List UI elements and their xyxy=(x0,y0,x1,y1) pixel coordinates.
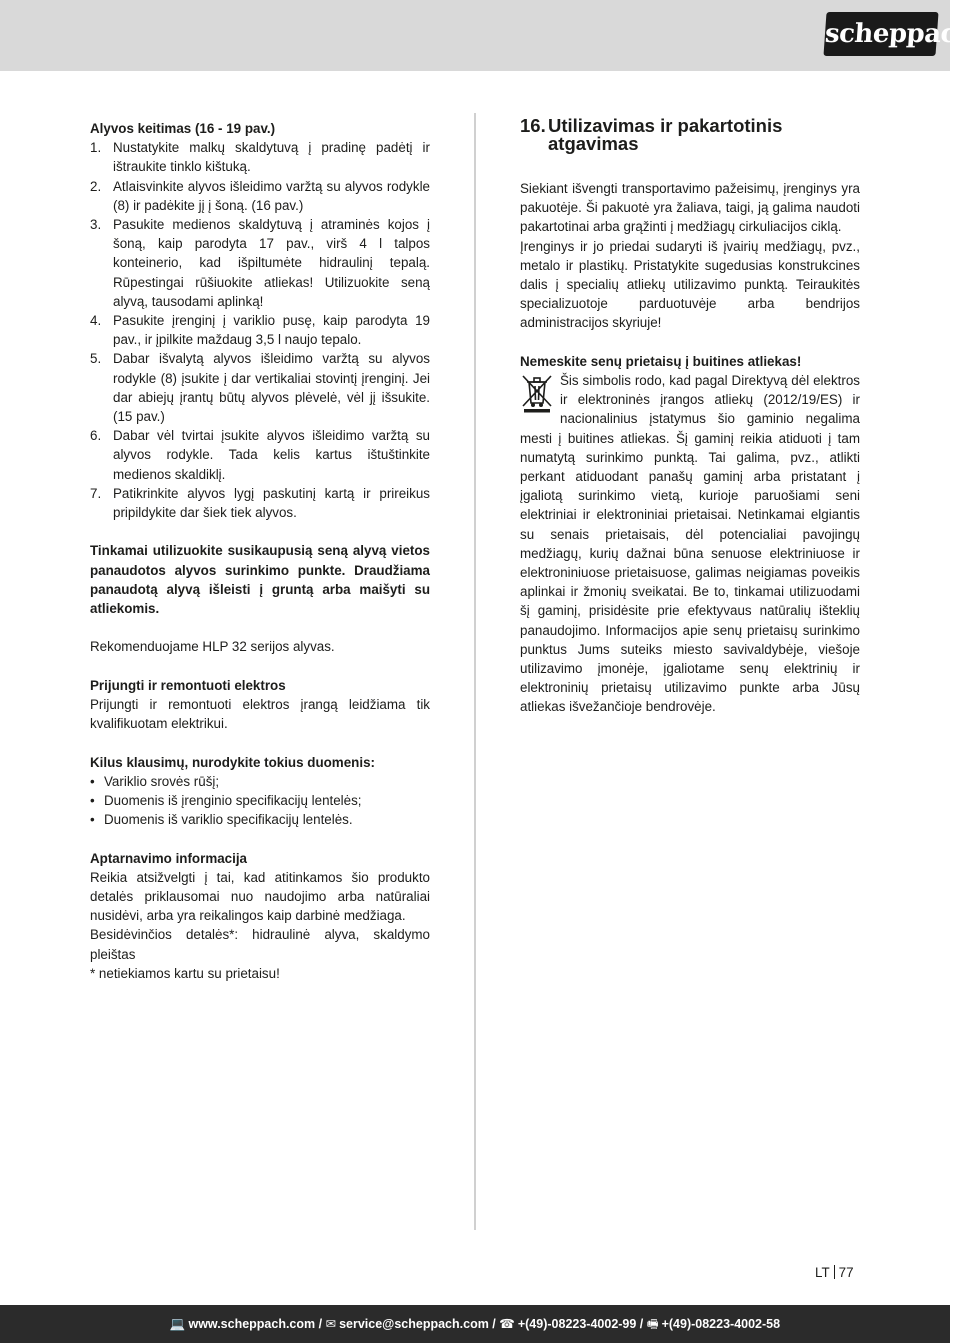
footer-bar xyxy=(0,1305,950,1343)
list-item: 6. Dabar vėl tvirtai įsukite alyvos išleidimo varžtą su alyvos rodykle. Tada kelis kartus ištuštinkite medienos skaldiklį. xyxy=(90,428,430,482)
electric-text: Prijungti ir remontuoti elektros įrangą leidžiama tik kvalifikuotam elektrikui. xyxy=(90,697,430,732)
service-heading: Aptarnavimo informacija xyxy=(90,850,248,866)
list-item: 5. Dabar išvalytą alyvos išleidimo varžtą su alyvos rodykle (8) įsukite į dar vertikaliai stovintį įrenginį. Jei dar abiejų įrantų būtų alyvos plėvelė, vėl jį išsukite. (15 pav.) xyxy=(90,351,430,425)
page-number-value: 77 xyxy=(838,1265,854,1280)
oil-change-heading: Alyvos keitimas (16 - 19 pav.) xyxy=(90,121,276,136)
packaging-paragraph: Siekiant išvengti transportavimo pažeisimų, įrenginys yra pakuotėje. Ši pakuotė yra žaliava, taigi, ją galima naudoti pakartotinai arba grąžinti į medžiagų cirkuliacijos ciklą. xyxy=(520,181,860,235)
section-title xyxy=(520,117,860,153)
fax-icon: 🖷 xyxy=(646,1317,659,1331)
page-language: LT xyxy=(815,1265,830,1280)
mail-icon: ✉ xyxy=(325,1317,337,1331)
phone-icon: ☎ xyxy=(499,1317,515,1331)
left-column xyxy=(90,119,430,983)
oil-recommendation: Rekomenduojame HLP 32 serijos alyvas. xyxy=(90,639,335,655)
footer-fax: +(49)-08223-4002-58 xyxy=(661,1317,781,1331)
list-item: 1. Nustatykite malkų skaldytuvą į pradinę padėtį ir ištraukite tinklo kištuką. xyxy=(90,140,430,175)
brand-logo: scheppach xyxy=(823,12,938,56)
list-item: 3. Pasukite medienos skaldytuvą į atraminės kojos į šoną, kaip parodyta 17 pav., virš 4 l talpos konteinerio, kad išpiltumėte hidraulinį tepalą. Rūpestingai rūšiuokite atliekas! Utilizuokite seną alyvą, tausodami aplinką! xyxy=(90,217,430,309)
weee-text: Šis simbolis rodo, kad pagal Direktyvą dėl elektros ir elektroninės įrangos atliekų (2012/19/ES) ir nacionalinius įstatymus šio gaminio negalima mesti į buitines atliekas. Šį gaminį reikia atiduoti į tam numatytą surinkimo punktą. Tai galima, pvz., atlikti perkant atiduodant panašų gaminį arba pristatant į įgaliotą surinkimo vietą, kurioje paruošiami seni elektriniai ir elektroniniai prietaisai. Netinkamai elgiantis su senais prietaisais, dėl potencialiai pavojingų medžiagų, kurių dažnai būna senuose elektriniuose ir elektroniniuose prietaisuose, galimas neigiamas poveikis aplinkai ir žmonių sveikatai. Be to, tinkamai utilizuodami šį gaminį, prisidėsite prie efektyvaus natūralių išteklių panaudojimo. Informacijos apie senų prietaisų surinkimo punktus Jums suteiks miesto savivaldybėje, viešoje utilizavimo įmonėje, įgaliotame senų elektrinių ir elektroninių prietaisų utilizavimo punkte arba Jūsų atliekas išvežančioje bendrovėje. xyxy=(520,373,860,715)
materials-paragraph: Įrenginys ir jo priedai sudaryti iš įvairių medžiagų, pvz., metalo ir plastikų. Pristatykite sugedusias konstrukcines dalis į specialių atliekų utilizavimo punktą. Teiraukitės specializuotoje parduotuvėje arba bendrijos administracijos skyriuje! xyxy=(520,238,860,331)
section-heading: Utilizavimas ir pakartotinis atgavimas xyxy=(548,115,783,154)
list-item: 2. Atlaisvinkite alyvos išleidimo varžtą su alyvos rodykle (8) ir padėkite jį į šoną. (16 pav.) xyxy=(90,178,430,213)
service-text: Reikia atsižvelgti į tai, kad atitinkamos šio produkto detalės priklausomai nuo naudojimo arba natūraliai nusidėvi, arba yra reikalingos kaip darbinė medžiaga. xyxy=(90,869,430,924)
page-number xyxy=(815,1265,854,1280)
section-number: 16. xyxy=(520,115,546,136)
questions-heading: Kilus klausimų, nurodykite tokius duomenis: xyxy=(90,754,375,770)
list-item: 4. Pasukite įrenginį į variklio pusę, kaip parodyta 19 pav., ir įpilkite maždaug 3,5 l naujo tepalo. xyxy=(90,313,430,348)
footer-email[interactable]: service@scheppach.com / xyxy=(339,1317,496,1331)
footer-phone: +(49)-08223-4002-99 / xyxy=(517,1317,644,1331)
electric-heading: Prijungti ir remontuoti elektros xyxy=(90,677,286,693)
header-bar xyxy=(0,0,976,71)
right-column xyxy=(520,117,860,717)
oil-change-steps xyxy=(90,138,430,522)
spare-parts-text: Besidėvinčios detalės*: hidraulinė alyva, skaldymo pleištas xyxy=(90,927,430,962)
list-item: • Duomenis iš įrenginio specifikacijų lentelės; xyxy=(90,793,362,809)
column-divider xyxy=(474,113,476,1230)
weee-block xyxy=(520,371,860,717)
list-item: • Duomenis iš variklio specifikacijų lentelės. xyxy=(90,812,353,828)
oil-disposal-warning: Tinkamai utilizuokite susikaupusią seną alyvą vietos panaudotos alyvos surinkimo punkte. Draudžiama panaudotą alyvą išleisti į gruntą arba maišyti su atliekomis. xyxy=(90,543,430,617)
computer-icon: 💻 xyxy=(169,1317,186,1331)
footnote: * netiekiamos kartu su prietaisu! xyxy=(90,965,280,981)
questions-list xyxy=(90,772,430,830)
crossed-bin-icon xyxy=(520,373,554,413)
weee-heading: Nemeskite senų prietaisų į buitines atliekas! xyxy=(520,353,802,369)
list-item: 7. Patikrinkite alyvos lygį paskutinį kartą ir prireikus pripildykite dar šiek tiek alyvos. xyxy=(90,485,430,521)
list-item: • Variklio srovės rūšį; xyxy=(90,773,220,789)
footer-website[interactable]: www.scheppach.com / xyxy=(188,1317,323,1331)
